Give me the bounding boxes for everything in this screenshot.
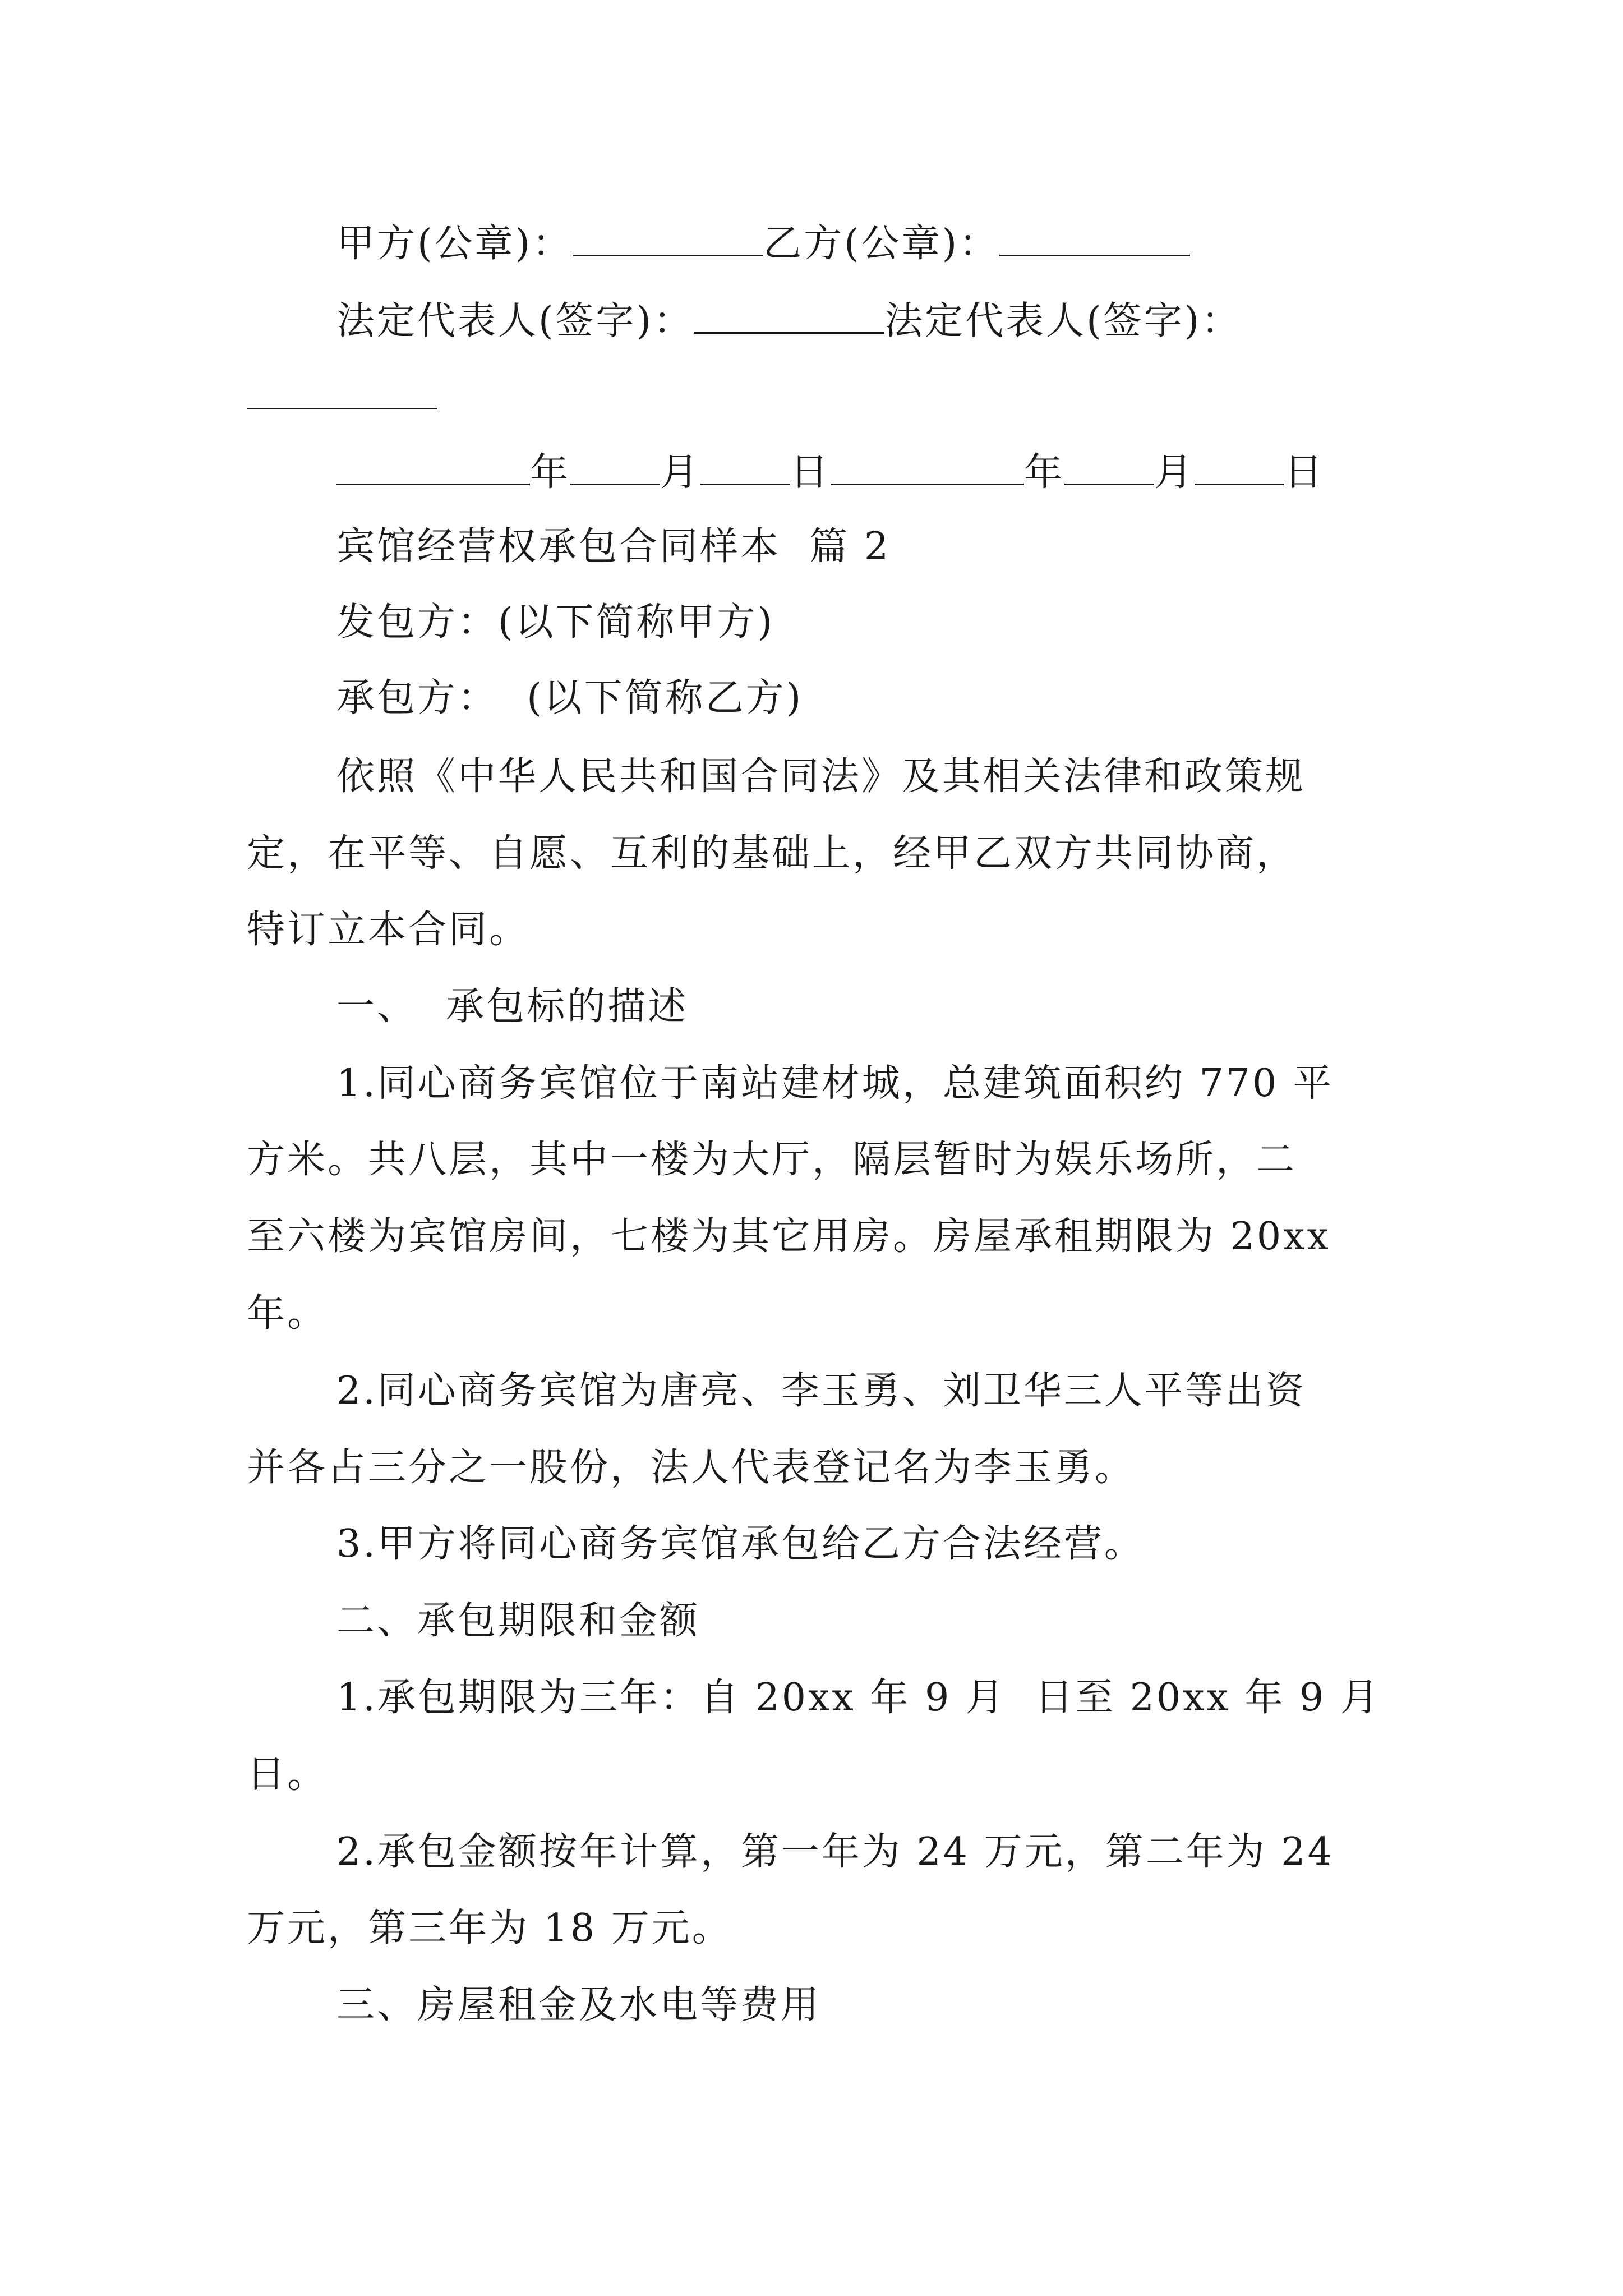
article-1-item-2-line: 2.同心商务宾馆为唐亮、李玉勇、刘卫华三人平等出资 bbox=[336, 1369, 1306, 1413]
date-b-year-blank bbox=[831, 449, 1024, 485]
article-1-item-2-line: 并各占三分之一股份，法人代表登记名为李玉勇。 bbox=[247, 1446, 1136, 1490]
party-b-seal-label: 乙方(公章)： bbox=[763, 222, 1000, 266]
legal-rep-b-label: 法定代表人(签字)： bbox=[884, 299, 1242, 343]
date-a-year-label: 年 bbox=[530, 450, 571, 495]
date-b-year-label: 年 bbox=[1024, 450, 1065, 495]
legal-rep-b-blank bbox=[247, 373, 437, 409]
section-title: 宾馆经营权承包合同样本 篇 2 bbox=[336, 524, 891, 569]
date-b-day-label: 日 bbox=[1284, 450, 1325, 495]
contractor-issuer-line: 发包方：(以下简称甲方) bbox=[336, 600, 775, 645]
legal-rep-b-blank-line bbox=[247, 373, 437, 420]
date-b-month-label: 月 bbox=[1154, 450, 1195, 495]
date-a-month-label: 月 bbox=[660, 450, 701, 495]
preamble-line: 依照《中华人民共和国合同法》及其相关法律和政策规 bbox=[336, 754, 1306, 799]
date-b-month-blank bbox=[1064, 449, 1154, 485]
date-b-day-blank bbox=[1195, 449, 1284, 485]
legal-rep-a-blank bbox=[694, 297, 884, 334]
date-a-year-blank bbox=[336, 449, 530, 485]
article-2-item-1-line: 日。 bbox=[247, 1752, 328, 1797]
party-a-seal-label: 甲方(公章)： bbox=[336, 222, 573, 266]
party-b-seal-blank bbox=[999, 220, 1190, 256]
preamble-line: 特订立本合同。 bbox=[247, 908, 530, 952]
article-2-item-2-line: 2.承包金额按年计算，第一年为 24 万元，第二年为 24 bbox=[336, 1830, 1334, 1874]
article-1-item-1-line: 1.同心商务宾馆位于南站建材城，总建筑面积约 770 平 bbox=[336, 1061, 1334, 1106]
date-a-day-label: 日 bbox=[790, 450, 831, 495]
article-1-item-1-line: 方米。共八层，其中一楼为大厅，隔层暂时为娱乐场所，二 bbox=[247, 1138, 1297, 1182]
date-a-day-blank bbox=[700, 449, 790, 485]
article-2-item-1-line: 1.承包期限为三年：自 20xx 年 9 月 日至 20xx 年 9 月 bbox=[336, 1676, 1381, 1720]
date-a-month-blank bbox=[570, 449, 660, 485]
article-1-heading: 一、 承包标的描述 bbox=[336, 984, 689, 1029]
article-1-item-3: 3.甲方将同心商务宾馆承包给乙方合法经营。 bbox=[336, 1522, 1145, 1566]
article-1-item-1-line: 至六楼为宾馆房间，七楼为其它用房。房屋承租期限为 20xx bbox=[247, 1214, 1331, 1259]
legal-rep-a-label: 法定代表人(签字)： bbox=[336, 299, 694, 343]
article-2-heading: 二、承包期限和金额 bbox=[336, 1599, 700, 1643]
article-1-item-1-line: 年。 bbox=[247, 1291, 328, 1336]
signature-rep-line bbox=[336, 297, 1242, 344]
article-3-heading: 三、房屋租金及水电等费用 bbox=[336, 1983, 822, 2027]
signature-seal-line bbox=[336, 220, 1190, 266]
contractor-line: 承包方： (以下简称乙方) bbox=[336, 676, 804, 720]
preamble-line: 定，在平等、自愿、互利的基础上，经甲乙双方共同协商， bbox=[247, 831, 1297, 876]
article-2-item-2-line: 万元，第三年为 18 万元。 bbox=[247, 1906, 732, 1950]
signature-date-line bbox=[336, 449, 1325, 495]
party-a-seal-blank bbox=[573, 220, 763, 256]
